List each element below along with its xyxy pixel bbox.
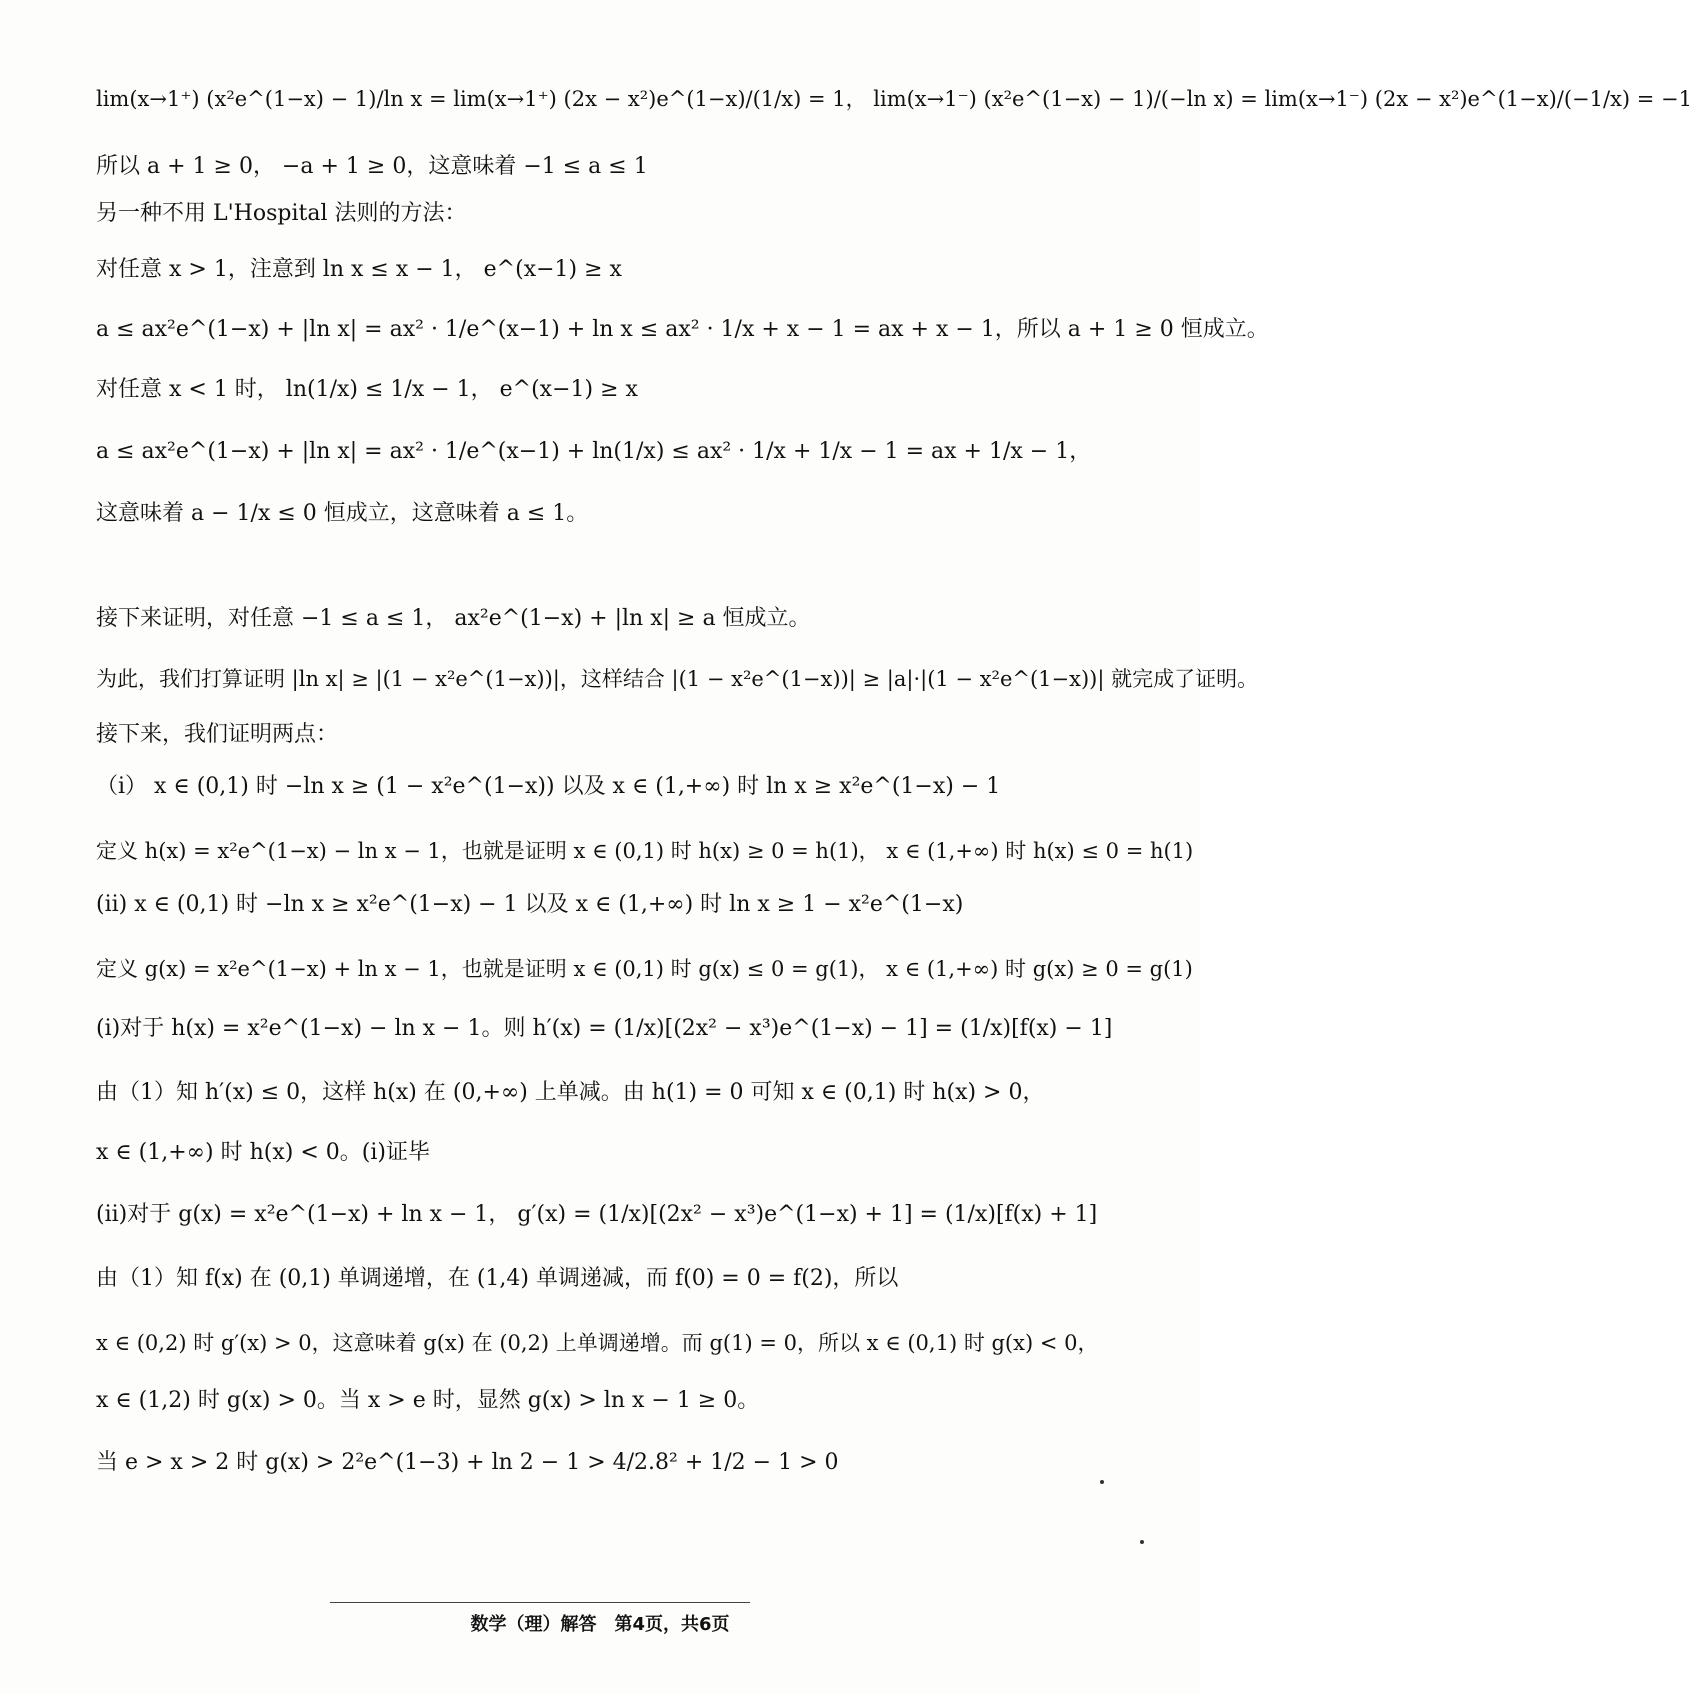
line-point-i: （i） x ∈ (0,1) 时 −ln x ≥ (1 − x²e^(1−x)) 以及 x ∈ (1,+∞) 时 ln x ≥ x²e^(1−x) − 1	[96, 774, 1001, 799]
line-h-monotone: 由（1）知 h′(x) ≤ 0，这样 h(x) 在 (0,+∞) 上单减。由 h(1) = 0 可知 x ∈ (0,1) 时 h(x) > 0，	[96, 1080, 1045, 1105]
line-i-done: x ∈ (1,+∞) 时 h(x) < 0。(i)证毕	[96, 1140, 430, 1165]
page-footer: 数学（理）解答 第4页，共6页	[470, 1614, 730, 1635]
line-plan: 为此，我们打算证明 |ln x| ≥ |(1 − x²e^(1−x))|，这样结合 |(1 − x²e^(1−x))| ≥ |a|·|(1 − x²e^(1−x))| 就完成了证明。	[96, 667, 1259, 691]
line-g-positive: x ∈ (1,2) 时 g(x) > 0。当 x > e 时，显然 g(x) > ln x − 1 ≥ 0。	[96, 1388, 760, 1413]
line-inequality-2: a ≤ ax²e^(1−x) + |ln x| = ax² · 1/e^(x−1) + ln(1/x) ≤ ax² · 1/x + 1/x − 1 = ax + 1/x − 1，	[96, 439, 1092, 464]
line-conclusion-range: 所以 a + 1 ≥ 0， −a + 1 ≥ 0，这意味着 −1 ≤ a ≤ 1	[96, 154, 648, 179]
line-f-monotone: 由（1）知 f(x) 在 (0,1) 单调递增，在 (1,4) 单调递减，而 f(0) = 0 = f(2)，所以	[96, 1266, 899, 1291]
line-define-g: 定义 g(x) = x²e^(1−x) + ln x − 1，也就是证明 x ∈ (0,1) 时 g(x) ≤ 0 = g(1)， x ∈ (1,+∞) 时 g(x) ≥ 0 = g(1)	[96, 957, 1193, 981]
line-point-ii: (ii) x ∈ (0,1) 时 −ln x ≥ x²e^(1−x) − 1 以及 x ∈ (1,+∞) 时 ln x ≥ 1 − x²e^(1−x)	[96, 892, 964, 917]
line-case-x-lt-1: 对任意 x < 1 时， ln(1/x) ≤ 1/x − 1， e^(x−1) ≥ x	[96, 377, 638, 402]
scan-speck	[1140, 1540, 1144, 1544]
scan-speck	[1100, 1480, 1104, 1484]
footer-rule	[330, 1602, 750, 1603]
line-g-derivative: (ii)对于 g(x) = x²e^(1−x) + ln x − 1， g′(x) = (1/x)[(2x² − x³)e^(1−x) + 1] = (1/x)[f(x) + 1]	[96, 1202, 1098, 1227]
line-g-estimate: 当 e > x > 2 时 g(x) > 2²e^(1−3) + ln 2 − 1 > 4/2.8² + 1/2 − 1 > 0	[96, 1450, 839, 1475]
line-g-increasing: x ∈ (0,2) 时 g′(x) > 0，这意味着 g(x) 在 (0,2) 上单调递增。而 g(1) = 0，所以 x ∈ (0,1) 时 g(x) < 0，	[96, 1331, 1099, 1355]
line-h-derivative: (i)对于 h(x) = x²e^(1−x) − ln x − 1。则 h′(x) = (1/x)[(2x² − x³)e^(1−x) − 1] = (1/x)[f(x) − 1]	[96, 1016, 1113, 1041]
line-limits: lim(x→1⁺) (x²e^(1−x) − 1)/ln x = lim(x→1⁺) (2x − x²)e^(1−x)/(1/x) = 1， lim(x→1⁻) (x²e^(1−x) − 1)/(−ln x) = lim(x→1⁻) (2x − x²)e^(1−x)/(−1/x) = −1	[96, 87, 1692, 111]
line-next-proof: 接下来证明，对任意 −1 ≤ a ≤ 1， ax²e^(1−x) + |ln x| ≥ a 恒成立。	[96, 606, 811, 631]
line-two-points: 接下来，我们证明两点：	[96, 722, 339, 747]
line-conclusion-a-le-1: 这意味着 a − 1/x ≤ 0 恒成立，这意味着 a ≤ 1。	[96, 501, 589, 526]
line-define-h: 定义 h(x) = x²e^(1−x) − ln x − 1，也就是证明 x ∈ (0,1) 时 h(x) ≥ 0 = h(1)， x ∈ (1,+∞) 时 h(x) ≤ 0 = h(1)	[96, 839, 1194, 863]
line-alt-method: 另一种不用 L'Hospital 法则的方法：	[96, 201, 467, 226]
line-case-x-gt-1: 对任意 x > 1，注意到 ln x ≤ x − 1， e^(x−1) ≥ x	[96, 257, 622, 282]
line-inequality-1: a ≤ ax²e^(1−x) + |ln x| = ax² · 1/e^(x−1) + ln x ≤ ax² · 1/x + x − 1 = ax + x − 1，所以 a + 1 ≥ 0 恒成立。	[96, 317, 1269, 342]
